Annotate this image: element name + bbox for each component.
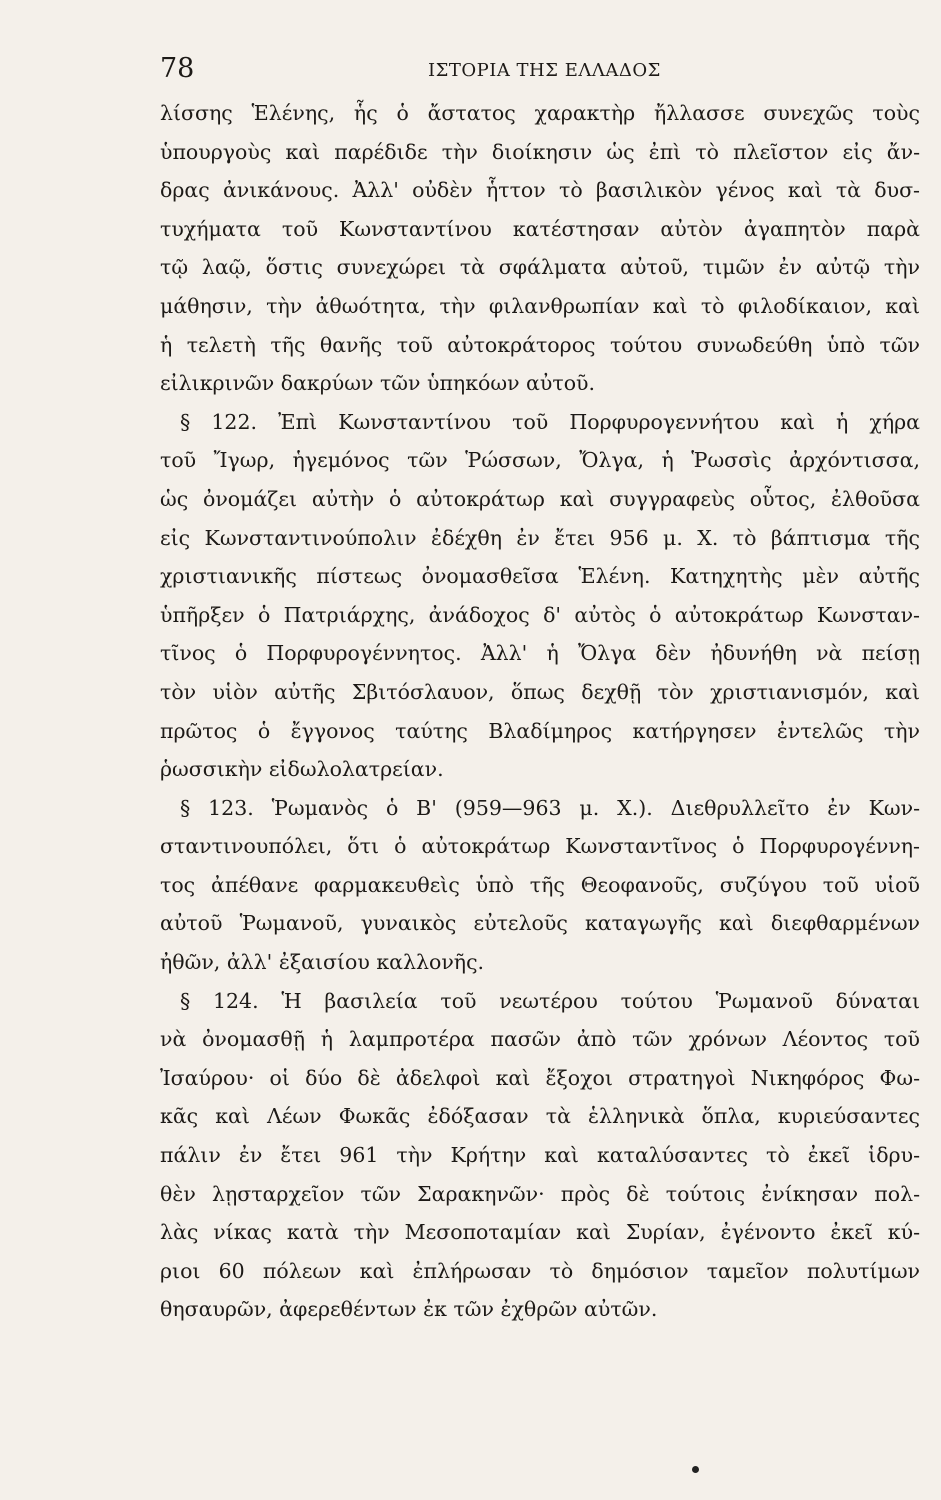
text-line: ὑπῆρξεν ὁ Πατριάρχης, ἀνάδοχος δ' αὐτὸς ὁ αὐτοκράτωρ Κωνσταν- [160, 602, 920, 627]
text-line: αὐτοῦ Ῥωμανοῦ, γυναικὸς εὐτελοῦς καταγωγῆς καὶ διεφθαρμένων [160, 911, 920, 936]
running-title: ΙΣΤΟΡΙΑ ΤΗΣ ΕΛΛΑΔΟΣ [428, 60, 661, 81]
section-122-heading-line: § 122. Ἐπὶ Κωνσταντίνου τοῦ Πορφυρογεννήτου καὶ ἡ χήρα [180, 409, 920, 434]
text-line: θησαυρῶν, ἀφερεθέντων ἐκ τῶν ἐχθρῶν αὐτῶν. [160, 1297, 658, 1322]
text-line: τῖνος ὁ Πορφυρογέννητος. Ἀλλ' ἡ Ὄλγα δὲν ἠδυνήθη νὰ πείσῃ [160, 641, 920, 666]
text-line: ῥωσσικὴν εἰδωλολατρείαν. [160, 757, 444, 782]
section-124-heading-line: § 124. Ἡ βασιλεία τοῦ νεωτέρου τούτου Ῥωμανοῦ δύναται [180, 988, 920, 1013]
text-line: πρῶτος ὁ ἔγγονος ταύτης Βλαδίμηρος κατήργησεν ἐντελῶς τὴν [160, 718, 920, 743]
text-line: τος ἀπέθανε φαρμακευθεὶς ὑπὸ τῆς Θεοφανοῦς, συζύγου τοῦ υἱοῦ [160, 872, 920, 897]
text-line: εἰς Κωνσταντινούπολιν ἐδέχθη ἐν ἔτει 956 μ. Χ. τὸ βάπτισμα τῆς [160, 525, 920, 550]
page-header [160, 52, 920, 86]
text-line: μάθησιν, τὴν ἀθωότητα, τὴν φιλανθρωπίαν καὶ τὸ φιλοδίκαιον, καὶ [160, 293, 920, 318]
text-line: κᾶς καὶ Λέων Φωκᾶς ἐδόξασαν τὰ ἑλληνικὰ ὅπλα, κυριεύσαντες [160, 1104, 920, 1129]
printer-mark-dot [692, 1466, 699, 1473]
text-line: τῷ λαῷ, ὅστις συνεχώρει τὰ σφάλματα αὐτοῦ, τιμῶν ἐν αὐτῷ τὴν [160, 255, 920, 280]
text-line: ὡς ὀνομάζει αὐτὴν ὁ αὐτοκράτωρ καὶ συγγραφεὺς οὗτος, ἐλθοῦσα [160, 486, 920, 511]
text-line: λὰς νίκας κατὰ τὴν Μεσοποταμίαν καὶ Συρίαν, ἐγένοντο ἐκεῖ κύ- [160, 1220, 920, 1245]
text-line: τοῦ Ἴγωρ, ἡγεμόνος τῶν Ῥώσσων, Ὄλγα, ἡ Ῥωσσὶς ἀρχόντισσα, [160, 448, 920, 473]
text-line: χριστιανικῆς πίστεως ὀνομασθεῖσα Ἑλένη. Κατηχητὴς μὲν αὐτῆς [160, 564, 920, 589]
text-line: νὰ ὀνομασθῇ ἡ λαμπροτέρα πασῶν ἀπὸ τῶν χρόνων Λέοντος τοῦ [160, 1027, 920, 1052]
body-text [160, 94, 920, 1329]
text-line: σταντινουπόλει, ὅτι ὁ αὐτοκράτωρ Κωνσταντῖνος ὁ Πορφυρογέννη- [160, 834, 920, 859]
page-number: 78 [160, 53, 195, 84]
section-123-heading-line: § 123. Ῥωμανὸς ὁ Β' (959—963 μ. Χ.). Διεθρυλλεῖτο ἐν Κων- [180, 795, 920, 820]
text-line: ὑπουργοὺς καὶ παρέδιδε τὴν διοίκησιν ὡς ἐπὶ τὸ πλεῖστον εἰς ἄν- [160, 139, 920, 164]
text-line: εἰλικρινῶν δακρύων τῶν ὑπηκόων αὐτοῦ. [160, 371, 596, 396]
text-line: Ἰσαύρου· οἱ δύο δὲ ἀδελφοὶ καὶ ἔξοχοι στρατηγοὶ Νικηφόρος Φω- [160, 1065, 920, 1090]
text-line: τὸν υἱὸν αὐτῆς Σβιτόσλαυον, ὅπως δεχθῇ τὸν χριστιανισμόν, καὶ [160, 679, 920, 704]
text-line: δρας ἀνικάνους. Ἀλλ' οὐδὲν ἧττον τὸ βασιλικὸν γένος καὶ τὰ δυσ- [160, 178, 920, 203]
text-line: θὲν λῃσταρχεῖον τῶν Σαρακηνῶν· πρὸς δὲ τούτοις ἐνίκησαν πολ- [160, 1181, 920, 1206]
text-line: λίσσης Ἑλένης, ἧς ὁ ἄστατος χαρακτὴρ ἤλλασσε συνεχῶς τοὺς [160, 101, 920, 125]
text-line: πάλιν ἐν ἔτει 961 τὴν Κρήτην καὶ καταλύσαντες τὸ ἐκεῖ ἱδρυ- [160, 1143, 920, 1168]
text-line: ριοι 60 πόλεων καὶ ἐπλήρωσαν τὸ δημόσιον ταμεῖον πολυτίμων [160, 1258, 920, 1283]
text-line: ἡ τελετὴ τῆς θανῆς τοῦ αὐτοκράτορος τούτου συνωδεύθη ὑπὸ τῶν [160, 332, 920, 357]
text-line: τυχήματα τοῦ Κωνσταντίνου κατέστησαν αὐτὸν ἀγαπητὸν παρὰ [160, 216, 920, 241]
text-line: ἠθῶν, ἀλλ' ἐξαισίου καλλονῆς. [160, 950, 485, 975]
